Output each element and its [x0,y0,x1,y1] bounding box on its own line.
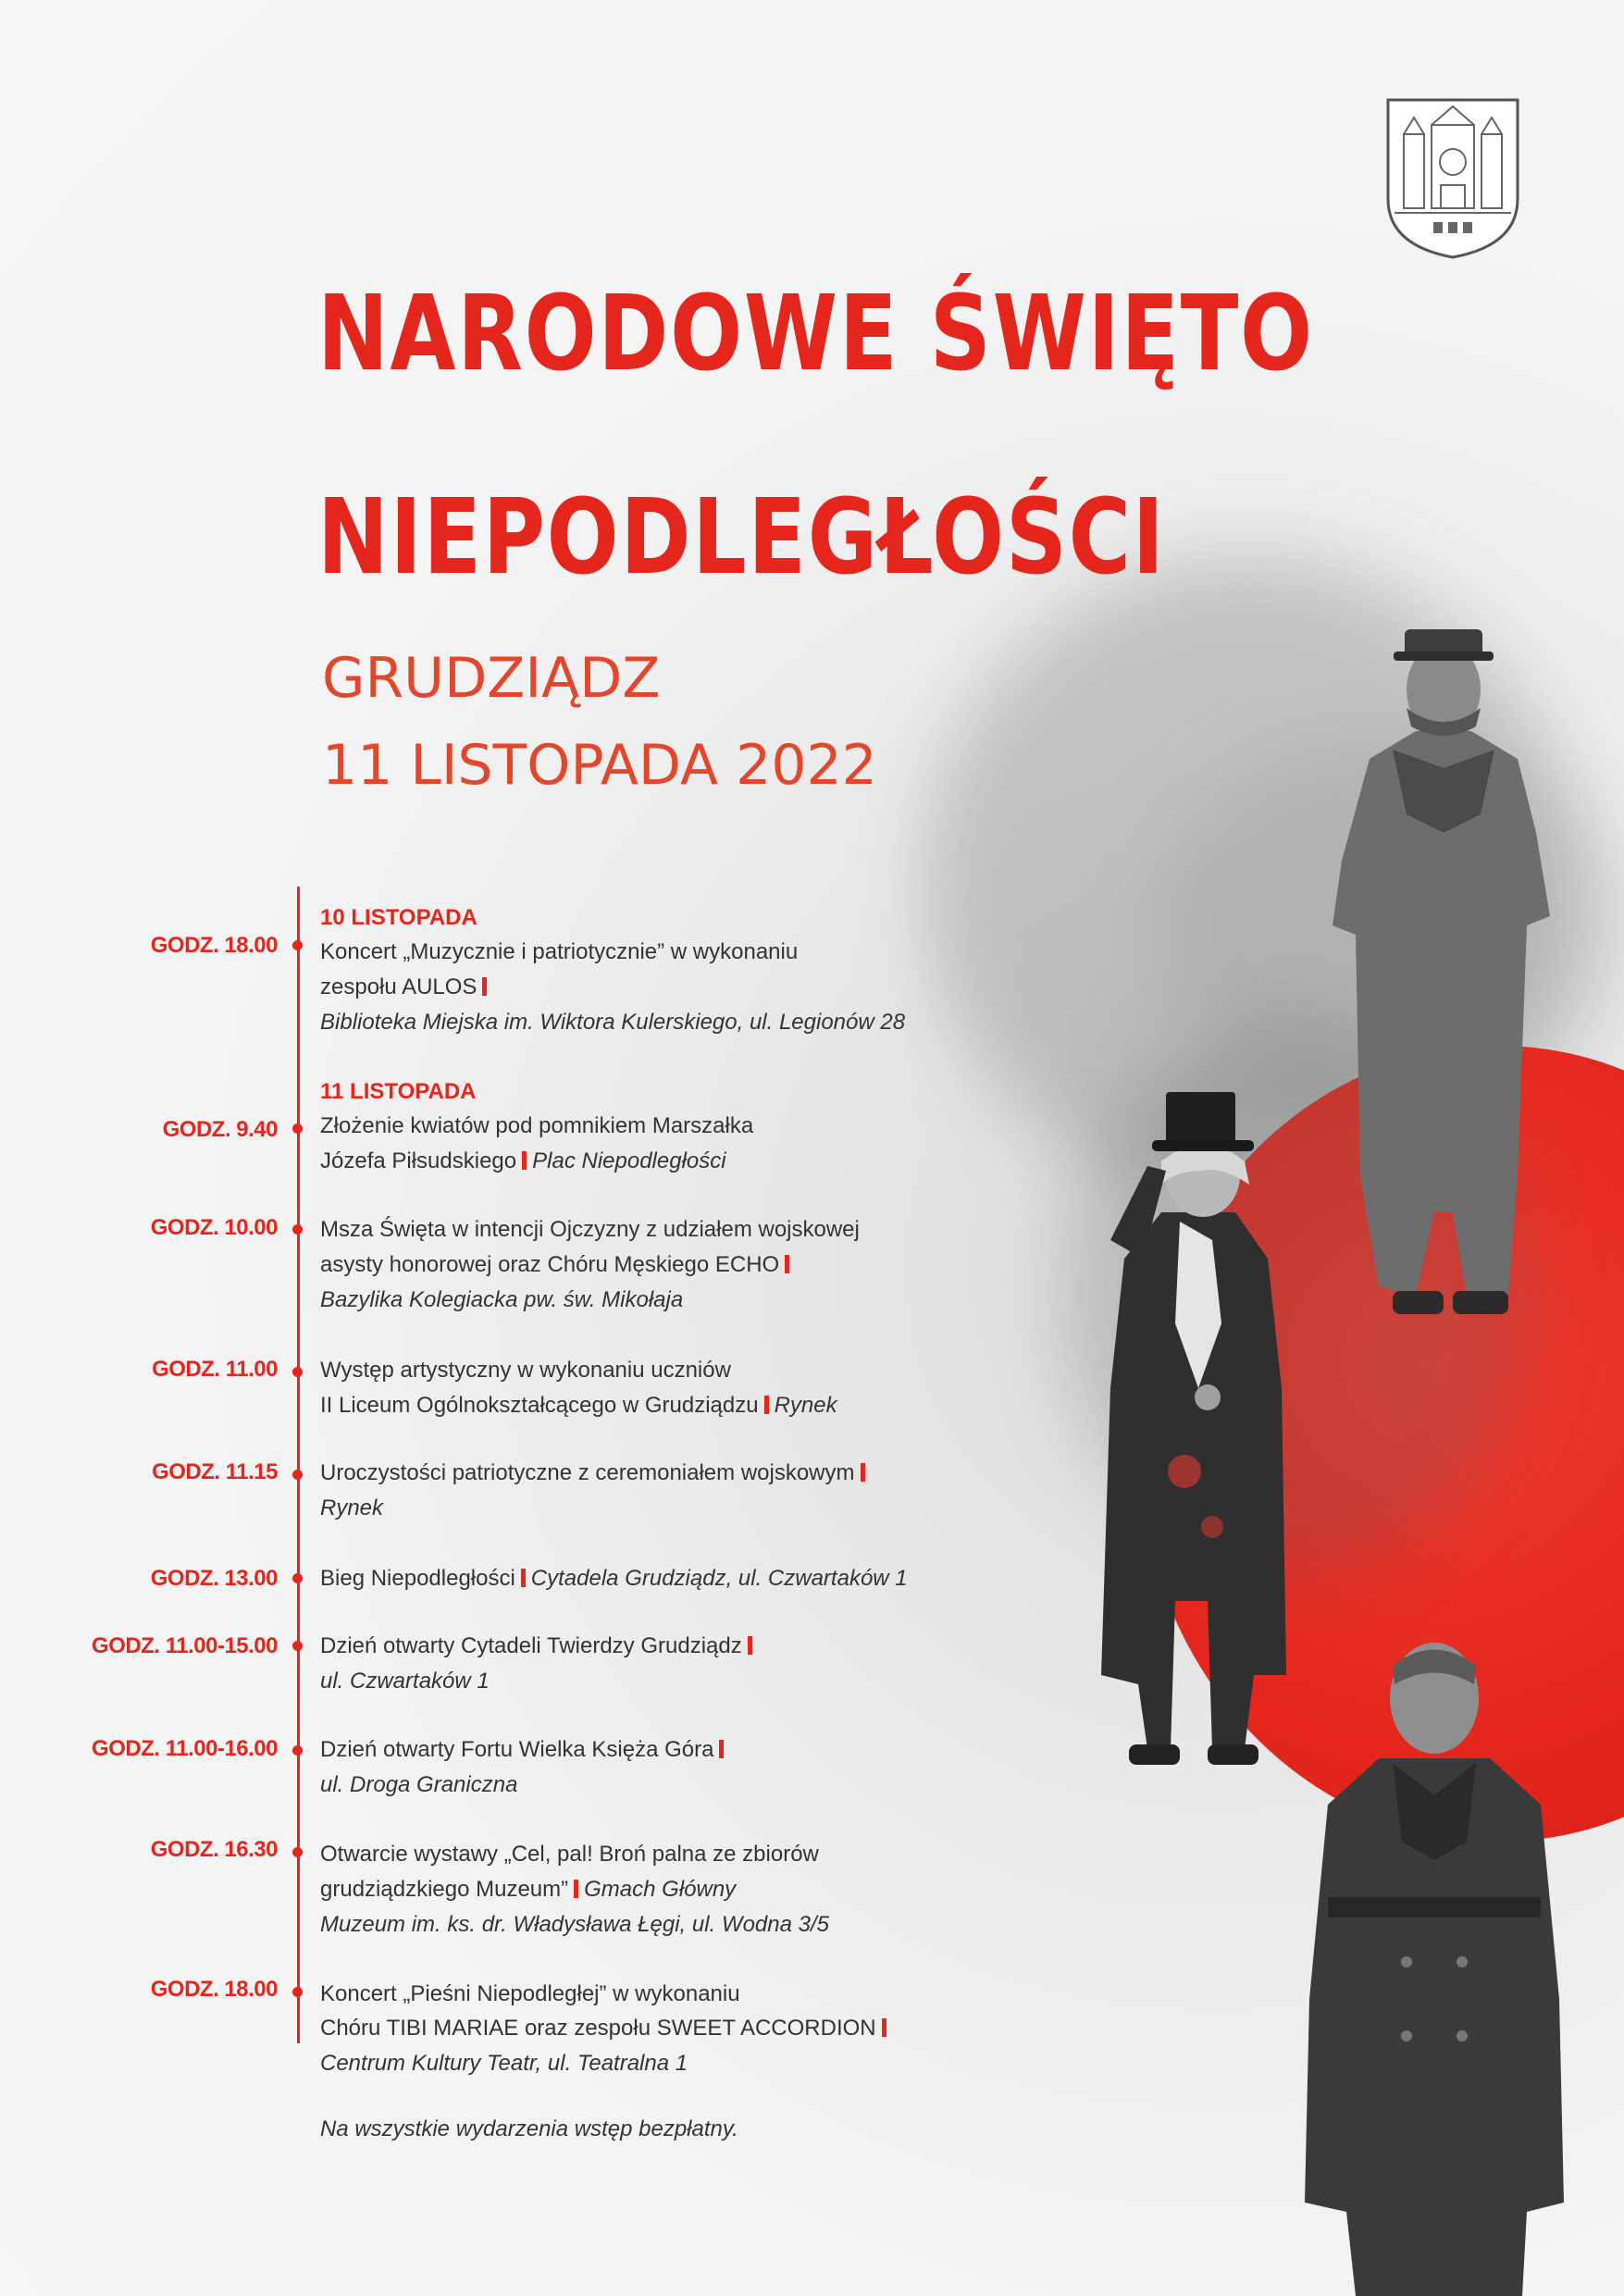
event-description-part: Bieg Niepodległości [320,1566,515,1591]
event-date: 11 LISTOPADA 2022 [322,733,877,798]
event-description [320,1879,736,1901]
event-description [320,1150,726,1173]
timeline-dot [292,1470,303,1480]
event-location [320,1914,829,1936]
timeline-dot [292,1123,303,1134]
event-description-part: Józefa Piłsudskiego [320,1148,517,1173]
separator-bar [574,1880,578,1898]
event-location [320,1289,683,1311]
event-time: GODZ. 18.00 [150,1977,278,2002]
event-location-text: Plac Niepodległości [532,1148,726,1173]
event-description [320,1254,795,1276]
figure-man-in-trenchcoat-photo [1291,1610,1578,2296]
event-location [320,2053,688,2075]
timeline-dot [292,1367,303,1377]
event-location [320,1670,490,1693]
event-location-text: Cytadela Grudziądz, ul. Czwartaków 1 [530,1566,908,1591]
event-description: Otwarcie wystawy „Cel, pal! Broń palna ze zbiorów [320,1842,819,1867]
event-time: GODZ. 11.00-15.00 [92,1633,278,1658]
separator-bar [748,1636,752,1655]
event-time: GODZ. 18.00 [150,933,278,958]
city-crest-icon [1385,97,1520,260]
event-location-text: Bazylika Kolegiacka pw. św. Mikołaja [320,1287,684,1312]
event-time: GODZ. 11.00 [152,1357,278,1382]
event-description-part: II Liceum Ogólnokształcącego w Grudziądzu [320,1393,759,1418]
event-description: Koncert „Muzycznie i patriotycznie” w wykonaniu [320,939,799,964]
separator-bar [764,1396,769,1414]
separator-bar [482,977,487,996]
timeline-dot [292,1641,303,1651]
timeline-dot [292,1224,303,1235]
event-location [320,1774,517,1796]
event-time: GODZ. 13.00 [150,1566,278,1591]
event-description-part: zespołu AULOS [320,974,477,999]
event-location-text: ul. Droga Graniczna [320,1772,518,1797]
event-location-text: Rynek [774,1393,837,1418]
event-description-part: Uroczystości patriotyczne z ceremoniałem wojskowym [320,1460,855,1485]
event-description-part: asysty honorowej oraz Chóru Męskiego ECHO [320,1252,780,1277]
event-description [320,1739,729,1761]
event-location-text: Biblioteka Miejska im. Wiktora Kulerskiego, ul. Legionów 28 [320,1010,906,1035]
event-location-text: Rynek [320,1496,384,1520]
event-time: GODZ. 10.00 [150,1215,278,1240]
event-time: GODZ. 11.00-16.00 [92,1736,278,1761]
timeline-dot [292,1573,303,1583]
timeline-line [297,887,300,2043]
event-description [320,1395,837,1417]
event-location-text: ul. Czwartaków 1 [320,1669,490,1694]
event-description [320,1568,908,1590]
event-location [320,1497,383,1520]
title-line-2: NIEPODLEGŁOŚCI [317,478,1166,598]
day-heading-11-nov: 11 LISTOPADA [320,1079,477,1104]
event-description: Występ artystyczny w wykonaniu uczniów [320,1358,731,1383]
separator-bar [785,1255,789,1273]
separator-bar [861,1463,865,1482]
event-time: GODZ. 11.15 [152,1459,278,1484]
event-location-text: Centrum Kultury Teatr, ul. Teatralna 1 [320,2051,688,2076]
event-description-part: grudziądzkiego Muzeum” [320,1877,569,1902]
event-time: GODZ. 16.30 [150,1837,278,1862]
event-description: Koncert „Pieśni Niepodległej” w wykonaniu [320,1981,740,2006]
event-description: Złożenie kwiatów pod pomnikiem Marszałka [320,1113,754,1138]
event-location [320,1011,905,1034]
event-time: GODZ. 9.40 [162,1117,278,1142]
separator-bar [882,2018,886,2037]
event-description [320,2017,892,2040]
separator-bar [522,1151,527,1170]
event-description-part: Chóru TIBI MARIAE oraz zespołu SWEET ACCORDION [320,2016,876,2041]
event-description [320,1635,758,1657]
event-description [320,1462,871,1484]
title-line-1: NARODOWE ŚWIĘTO [317,274,1314,394]
free-entry-note: Na wszystkie wydarzenia wstęp bezpłatny. [320,2116,738,2141]
event-location-text: Muzeum im. ks. dr. Władysława Łęgi, ul. Wodna 3/5 [320,1912,829,1937]
day-heading-10-nov: 10 LISTOPADA [320,905,477,930]
timeline-dot [292,1987,303,1997]
event-description-part: Dzień otwarty Cytadeli Twierdzy Grudziądz [320,1633,742,1658]
timeline-dot [292,1847,303,1857]
timeline-dot [292,1745,303,1756]
event-location-text: Gmach Główny [584,1877,737,1902]
event-description-part: Dzień otwarty Fortu Wielka Księża Góra [320,1737,714,1762]
event-description: Msza Święta w intencji Ojczyzny z udziałem wojskowej [320,1217,860,1242]
separator-bar [719,1740,724,1758]
separator-bar [521,1569,526,1587]
city-name: GRUDZIĄDZ [322,646,661,711]
timeline-dot [292,940,303,950]
event-description [320,976,492,999]
